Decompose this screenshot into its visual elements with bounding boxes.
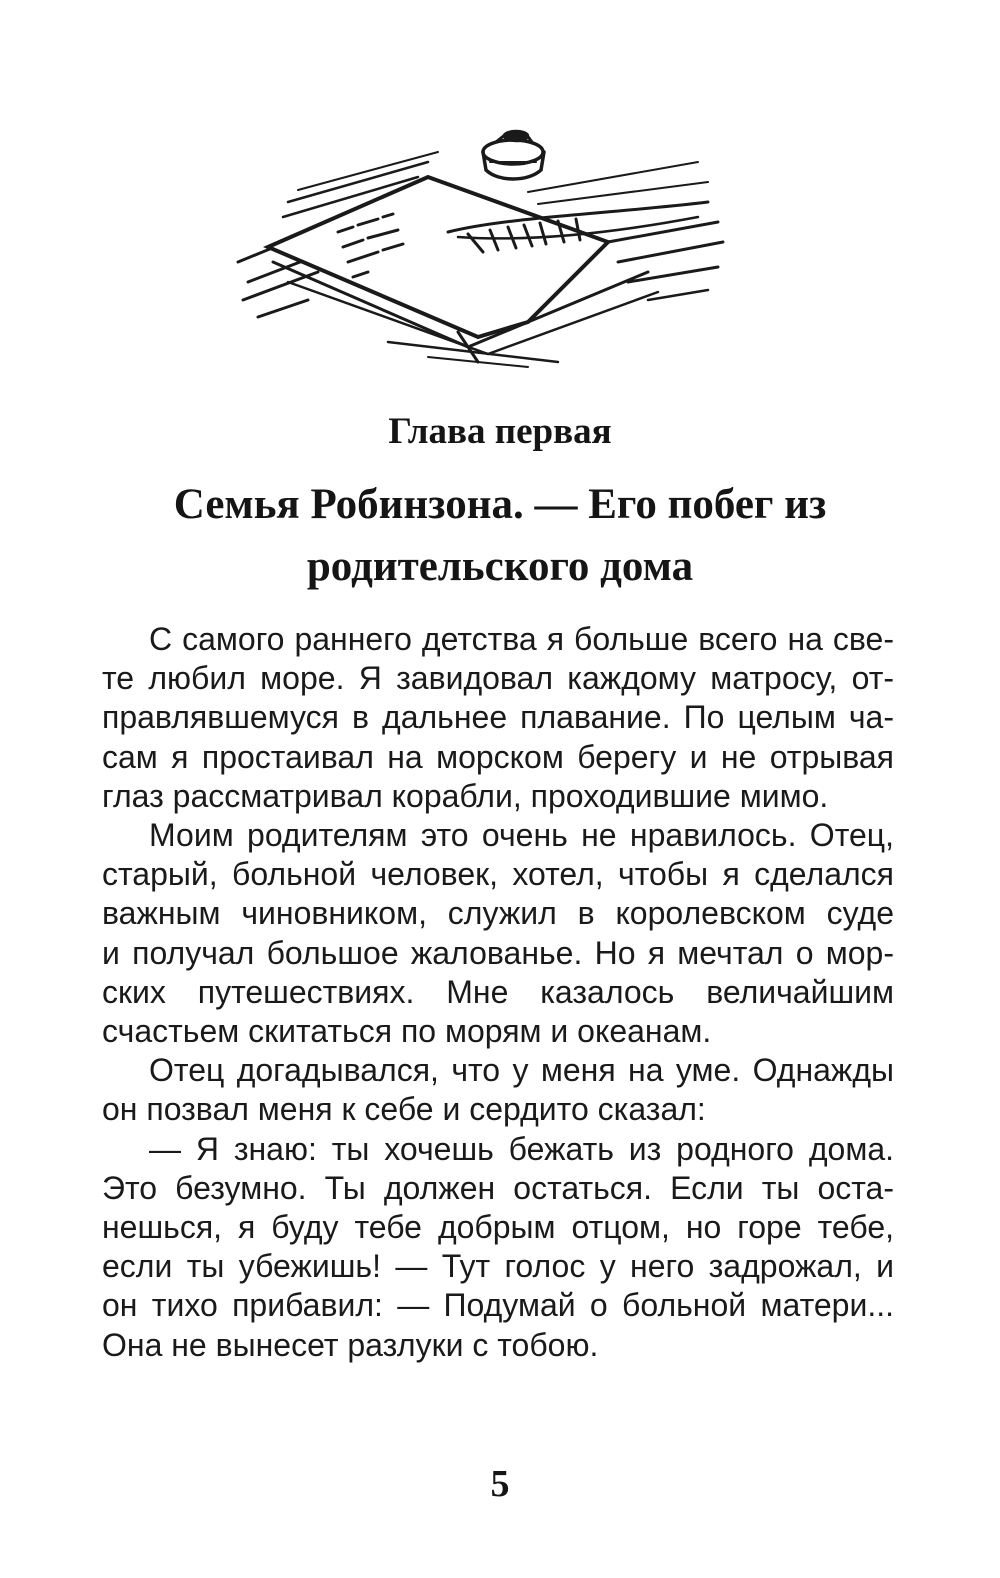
text-line: он тихо прибавил: — Подумай о больной матери... <box>102 1287 894 1324</box>
text-line: Отец догадывался, что у меня на уме. Однажды <box>149 1052 894 1089</box>
text-line: сам я простаивал на морском берегу и не отрывая <box>102 738 894 775</box>
paper-ink-quill-illustration <box>228 122 728 372</box>
text-line: Это безумно. Ты должен остаться. Если ты оста- <box>102 1169 894 1206</box>
text-line: и получал большое жалованье. Но я мечтал о мор- <box>102 934 894 971</box>
chapter-title: Семья Робинзона. — Его побег из родительского дома <box>173 481 827 590</box>
page-number: 5 <box>490 1463 510 1505</box>
text-line: — Я знаю: ты хочешь бежать из родного дома. <box>149 1130 894 1167</box>
text-line: глаз рассматривал корабли, проходившие мимо. <box>102 777 829 814</box>
text-line: нешься, я буду тебе добрым отцом, но горе тебе, <box>102 1209 894 1246</box>
text-line: он позвал меня к себе и сердито сказал: <box>102 1091 706 1128</box>
body-text <box>102 620 894 1365</box>
text-line: С самого раннего детства я больше всего на све- <box>149 621 894 657</box>
text-line: Она не вынесет разлуки с тобою. <box>102 1326 599 1363</box>
text-line: Моим родителям это очень не нравилось. Отец, <box>149 817 894 854</box>
text-line: старый, больной человек, хотел, чтобы я сделался <box>102 856 894 893</box>
chapter-heading: Глава первая <box>388 411 612 452</box>
text-line: счастьем скитаться по морям и океанам. <box>102 1013 712 1050</box>
text-line: те любил море. Я завидовал каждому матросу, от- <box>102 660 894 697</box>
text-line: ских путешествиях. Мне казалось величайшим <box>102 973 894 1010</box>
text-line: важным чиновником, служил в королевском суде <box>102 895 894 932</box>
text-line: правлявшемуся в дальнее плавание. По целым ча- <box>102 699 894 736</box>
text-line: если ты убежишь! — Тут голос у него задрожал, и <box>102 1248 894 1285</box>
